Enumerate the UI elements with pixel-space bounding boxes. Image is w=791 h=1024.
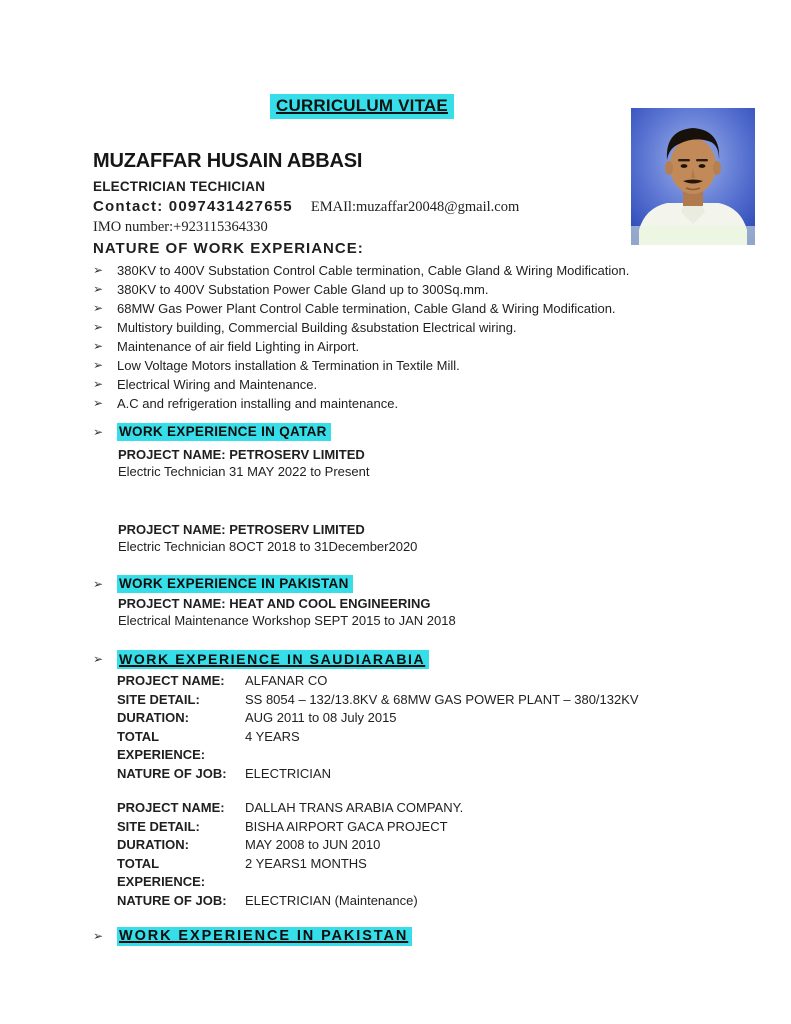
arrow-bullet-icon: ➢ — [93, 929, 104, 943]
row-value: ALFANAR CO — [245, 673, 328, 688]
list-item — [93, 261, 718, 280]
row-value: AUG 2011 to 08 July 2015 — [245, 710, 397, 725]
project-detail: Electric Technician 8OCT 2018 to 31December2020 — [118, 539, 418, 554]
arrow-bullet-icon: ➢ — [93, 396, 104, 410]
arrow-bullet-icon: ➢ — [93, 263, 104, 277]
project-name: PROJECT NAME: HEAT AND COOL ENGINEERING — [118, 596, 431, 611]
row-label: SITE DETAIL: — [117, 818, 200, 834]
row-label: DURATION: — [117, 710, 189, 725]
row-label: TOTAL EXPERIENCE: — [117, 855, 206, 889]
project-block — [93, 596, 718, 629]
table-row — [117, 728, 718, 765]
nature-of-work-list — [93, 261, 718, 413]
table-row — [117, 765, 718, 784]
list-item-text: Multistory building, Commercial Building &substation Electrical wiring. — [117, 320, 517, 335]
arrow-bullet-icon: ➢ — [93, 282, 104, 296]
arrow-bullet-icon: ➢ — [93, 339, 104, 353]
list-item — [93, 394, 718, 413]
row-value: BISHA AIRPORT GACA PROJECT — [245, 818, 448, 834]
candidate-name: MUZAFFAR HUSAIN ABBASI — [93, 150, 363, 172]
project-name: PROJECT NAME: PETROSERV LIMITED — [118, 522, 365, 537]
project-block — [93, 447, 718, 555]
table-row — [117, 799, 718, 818]
section-heading-label: WORK EXPERIENCE IN PAKISTAN — [117, 927, 412, 946]
table-row — [117, 672, 718, 691]
row-label: PROJECT NAME: — [117, 673, 225, 688]
row-label: SITE DETAIL: — [117, 691, 200, 707]
row-value: ELECTRICIAN (Maintenance) — [245, 892, 418, 908]
cv-body — [93, 150, 718, 946]
email-address: EMAIl:muzaffar20048@gmail.com — [310, 199, 520, 215]
list-item-text: Electrical Wiring and Maintenance. — [117, 377, 318, 392]
row-value: MAY 2008 to JUN 2010 — [245, 837, 381, 852]
project-detail: Electric Technician 31 MAY 2022 to Present — [118, 464, 370, 479]
table-row — [117, 892, 718, 911]
row-label: PROJECT NAME: — [117, 800, 225, 815]
arrow-bullet-icon: ➢ — [93, 652, 104, 666]
list-item-text: A.C and refrigeration installing and maintenance. — [117, 396, 399, 411]
list-item — [93, 356, 718, 375]
table-row — [117, 691, 718, 710]
list-item-text: Low Voltage Motors installation & Termination in Textile Mill. — [117, 358, 460, 373]
row-value: SS 8054 – 132/13.8KV & 68MW GAS POWER PLANT – 380/132KV — [245, 691, 639, 707]
project-detail: Electrical Maintenance Workshop SEPT 2015 to JAN 2018 — [118, 613, 456, 628]
row-label: NATURE OF JOB: — [117, 765, 227, 781]
row-value: ELECTRICIAN — [245, 765, 331, 781]
imo-number: IMO number:+923115364330 — [93, 219, 268, 235]
list-item-text: 68MW Gas Power Plant Control Cable termination, Cable Gland & Wiring Modification. — [117, 301, 616, 316]
list-item-text: 380KV to 400V Substation Power Cable Gland up to 300Sq.mm. — [117, 282, 489, 297]
page-title: CURRICULUM VITAE — [270, 94, 454, 119]
row-label: NATURE OF JOB: — [117, 892, 227, 908]
list-item-text: 380KV to 400V Substation Control Cable termination, Cable Gland & Wiring Modification. — [117, 263, 630, 278]
project-detail-table — [93, 799, 718, 910]
arrow-bullet-icon: ➢ — [93, 377, 104, 391]
arrow-bullet-icon: ➢ — [93, 301, 104, 315]
contact-row — [93, 198, 718, 218]
section-heading-label: WORK EXPERIENCE IN QATAR — [117, 423, 331, 441]
row-value: 4 YEARS — [245, 728, 300, 744]
section-heading-qatar — [93, 423, 718, 441]
row-label: TOTAL EXPERIENCE: — [117, 728, 206, 762]
arrow-bullet-icon: ➢ — [93, 358, 104, 372]
section-heading-pakistan — [93, 575, 718, 593]
list-item — [93, 280, 718, 299]
section-heading-label: WORK EXPERIENCE IN SAUDIARABIA — [117, 650, 429, 669]
table-row — [117, 709, 718, 728]
arrow-bullet-icon: ➢ — [93, 425, 104, 439]
arrow-bullet-icon: ➢ — [93, 577, 104, 591]
table-row — [117, 855, 718, 892]
list-item — [93, 318, 718, 337]
job-title: ELECTRICIAN TECHICIAN — [93, 179, 266, 194]
list-item — [93, 299, 718, 318]
project-detail-table — [93, 672, 718, 783]
table-row — [117, 818, 718, 837]
section-heading-label: WORK EXPERIENCE IN PAKISTAN — [117, 575, 353, 593]
section-heading-pakistan-bottom — [93, 927, 718, 946]
table-row — [117, 836, 718, 855]
row-value: 2 YEARS1 MONTHS — [245, 855, 367, 871]
nature-of-work-heading: NATURE OF WORK EXPERIANCE: — [93, 240, 364, 257]
row-label: DURATION: — [117, 837, 189, 852]
section-heading-saudiarabia — [93, 650, 718, 669]
list-item — [93, 375, 718, 394]
phone-number: Contact: 0097431427655 — [93, 198, 293, 215]
arrow-bullet-icon: ➢ — [93, 320, 104, 334]
row-value: DALLAH TRANS ARABIA COMPANY. — [245, 800, 464, 815]
list-item — [93, 337, 718, 356]
project-name: PROJECT NAME: PETROSERV LIMITED — [118, 447, 365, 462]
list-item-text: Maintenance of air field Lighting in Airport. — [117, 339, 360, 354]
